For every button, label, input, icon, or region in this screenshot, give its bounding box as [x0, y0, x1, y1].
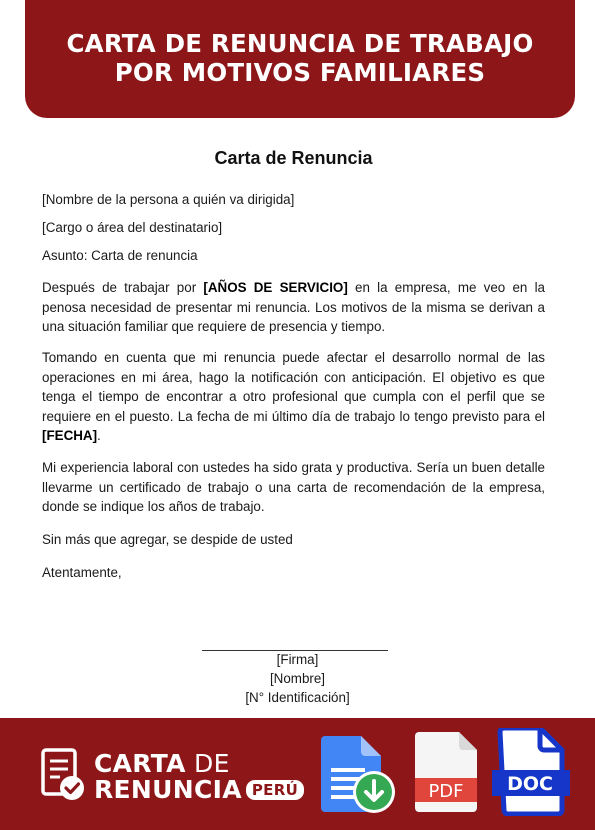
- recipient-name: [Nombre de la persona a quién va dirigida]: [42, 192, 295, 207]
- google-docs-download-icon[interactable]: [318, 736, 396, 816]
- header-title-line1: CARTA DE RENUNCIA DE TRABAJO: [66, 29, 534, 58]
- paragraph-2-text-end: .: [97, 428, 101, 443]
- closing-line: Sin más que agregar, se despide de usted: [42, 532, 293, 547]
- paragraph-1-text-start: Después de trabajar por: [42, 280, 204, 295]
- paragraph-3: Mi experiencia laboral con ustedes ha sido grata y productiva. Sería un buen detalle llevarme un certificado de trabajo o una carta de recomendación de la empresa, donde se indique los años de trabajo.: [42, 460, 545, 514]
- recipient-role: [Cargo o área del destinatario]: [42, 220, 223, 235]
- paragraph-2: [42, 348, 545, 446]
- paragraph-1-text-end: en la empresa, me veo en la penosa necesidad de presentar mi renuncia. Los motivos de la misma se derivan a una situación familiar que requiere de presencia y tiempo.: [42, 280, 545, 334]
- signature-nombre: [Nombre]: [269, 671, 326, 686]
- brand-badge-peru: PERÚ: [246, 780, 304, 800]
- pdf-label: PDF: [428, 781, 464, 802]
- doc-label: DOC: [507, 773, 553, 795]
- paragraph-2-text-start: Tomando en cuenta que mi renuncia puede afectar el desarrollo normal de las operaciones en mi área, hago la notificación con anticipación. El objetivo es que tenga el tiempo de encontrar a otro profesional que cumpla con el perfil que se requiere en el puesto. La fecha de mi último día de trabajo lo tengo previsto para el: [42, 350, 545, 424]
- header-banner: [25, 0, 575, 118]
- brand-logo[interactable]: [40, 748, 300, 808]
- letter-title: Carta de Renuncia: [214, 148, 373, 168]
- brand-word-carta: CARTA: [94, 749, 186, 778]
- signature-firma: [Firma]: [276, 652, 319, 667]
- signature-identificacion: [N° Identificación]: [245, 690, 350, 705]
- years-of-service-placeholder: [AÑOS DE SERVICIO]: [203, 280, 348, 295]
- paragraph-1: [42, 278, 545, 337]
- letter-subject: Asunto: Carta de renuncia: [42, 248, 198, 263]
- brand-line2: [94, 777, 304, 803]
- date-placeholder: [FECHA]: [42, 428, 98, 443]
- signature-line: [202, 650, 388, 651]
- brand-word-renuncia: RENUNCIA: [94, 775, 242, 804]
- header-title-line2: POR MOTIVOS FAMILIARES: [114, 58, 486, 87]
- doc-file-icon[interactable]: [492, 728, 572, 816]
- brand-line1: [94, 751, 230, 777]
- document-check-icon: [40, 748, 90, 804]
- pdf-file-icon[interactable]: [413, 732, 479, 814]
- footer-bar: [0, 718, 595, 830]
- brand-word-de: DE: [194, 749, 230, 778]
- farewell: Atentamente,: [42, 565, 122, 580]
